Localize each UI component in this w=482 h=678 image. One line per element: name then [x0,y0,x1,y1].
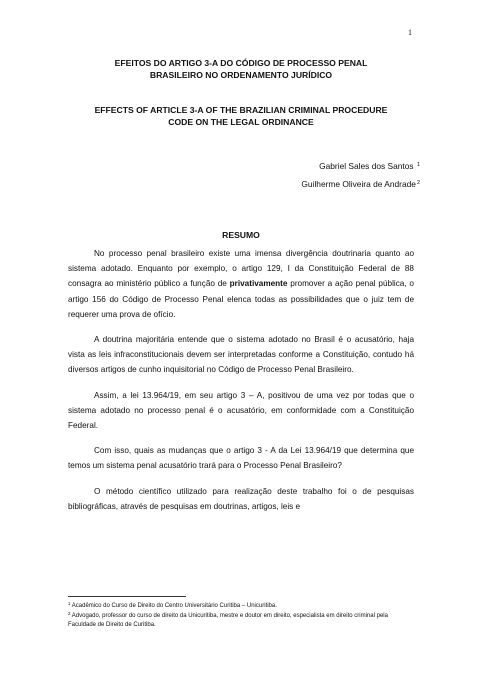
emphasis-text: privativamente [229,279,288,289]
title-en-line-1: EFFECTS OF ARTICLE 3-A OF THE BRAZILIAN CRIMINAL PROCEDURE [94,105,388,115]
abstract-paragraph-1 [68,246,414,322]
paragraph-text: promover a ação penal pública, o artigo 156 do Código de Processo Penal elenca todas as possibilidades que o juiz tem de requerer uma prova de ofício. [68,279,414,319]
footnote-mark: 1 [416,162,420,168]
footnote-2 [68,610,398,629]
author-1 [301,157,420,175]
footnote-divider [68,596,186,597]
title-portuguese [60,58,422,81]
footnote-text: Advogado, professor do curso de direito da Unicuritiba, mestre e doutor em direito, especialista em direito criminal pela Faculdade de Direito de Curitiba. [68,613,388,628]
page-number: 1 [408,28,412,37]
abstract-body [68,246,414,514]
abstract-heading: RESUMO [222,230,260,240]
footnote-mark: 2 [416,180,420,186]
abstract-paragraph-3: Assim, a lei 13.964/19, em seu artigo 3 – A, positivou de uma vez por todas que o sistema adotado no processo penal é o acusatório, em conformidade com a Constituição Federal. [68,390,414,431]
abstract-paragraph-4: Com isso, quais as mudanças que o artigo 3 - A da Lei 13.964/19 que determina que temos um sistema penal acusatório trará para o Processo Penal Brasileiro? [68,446,414,471]
footnote-number: 1 [68,601,71,606]
title-en-line-2: CODE ON THE LEGAL ORDINANCE [168,116,314,127]
author-2 [301,175,420,193]
footnote-1 [68,600,398,610]
abstract-paragraph-2: A doutrina majoritária entende que o sistema adotado no Brasil é o acusatório, haja vista as leis infraconstitucionais devem ser interpretadas conforme a Constituição, contudo há diversos artigos de cunho inquisitorial no Código de Processo Penal Brasileiro. [68,335,414,375]
title-english [60,105,422,128]
abstract-paragraph-5: O método científico utilizado para realização deste trabalho foi o de pesquisas bibliográficas, através de pesquisas em doutrinas, artigos, leis e [68,486,414,511]
title-pt-line-1: EFEITOS DO ARTIGO 3-A DO CÓDIGO DE PROCESSO PENAL [114,58,368,68]
author-list [301,157,420,193]
author-name: Guilherme Oliveira de Andrade [301,179,416,189]
footnote-number: 2 [68,611,71,617]
author-name: Gabriel Sales dos Santos [319,161,414,171]
footnotes [68,600,398,629]
footnote-text: Acadêmico do Curso de Direito do Centro Universitário Curitiba – Unicuritiba. [71,603,277,609]
title-pt-line-2: BRASILEIRO NO ORDENAMENTO JURÍDICO [149,69,333,80]
paragraph-text: No processo penal brasileiro existe uma imensa divergência doutrinaria quanto ao sistema adotado. Enquanto por exemplo, o artigo 129, I da Constituição Federal de 88 consagra ao ministério público a função de [68,249,414,289]
